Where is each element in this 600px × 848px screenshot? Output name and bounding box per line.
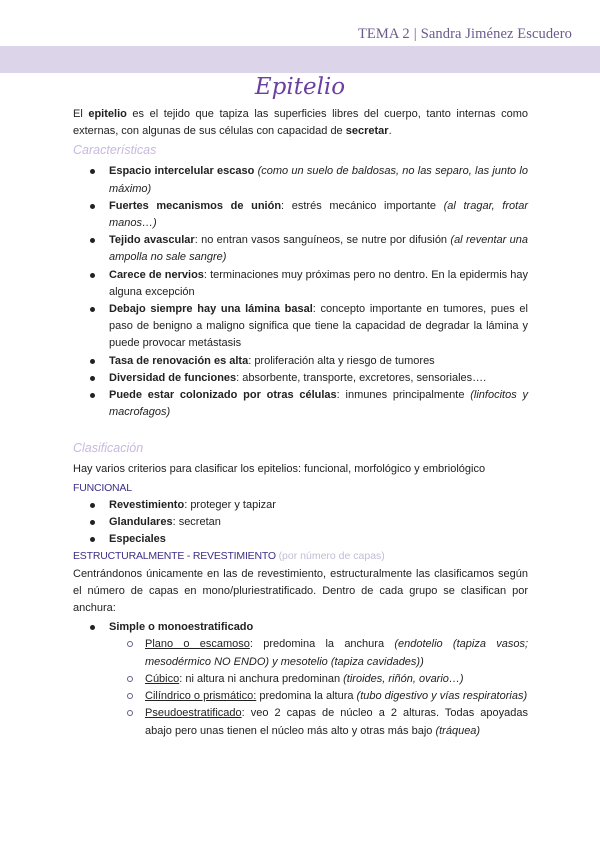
- item-term: Tasa de renovación es alta: [109, 354, 249, 367]
- subitem-example: (tubo digestivo y vías respiratorias): [356, 690, 528, 703]
- intro-text-2: es el tejido que tapiza las superficies libres del cuerpo, tanto internas como externas, con algunas de sus células con capacidad de: [73, 108, 528, 138]
- estructural-intro: Centrándonos únicamente en las de revestimiento, estructuralmente las clasificamos según el número de capas en mono/pluriestratificado. Dentro de cada grupo se clasifican por anchura:: [73, 567, 528, 615]
- list-item: [73, 353, 528, 370]
- subitem-example: (tiroides, riñón, ovario…): [343, 672, 464, 685]
- item-example: (al tragar, frotar manos…): [109, 199, 528, 230]
- list-item: [73, 531, 528, 548]
- item-text: : terminaciones muy próximas pero no dentro. En la epidermis hay alguna excepción: [109, 268, 528, 298]
- sub-list-item: [73, 688, 528, 705]
- item-term: Diversidad de funciones: [109, 371, 237, 384]
- subitem-text: predomina la altura: [256, 690, 357, 703]
- subitem-term: Plano o escamoso: [145, 638, 250, 651]
- estructural-heading-text: ESTRUCTURALMENTE - REVESTIMIENTO: [73, 550, 276, 563]
- intro-text-3: .: [388, 125, 392, 138]
- list-item: [73, 370, 528, 387]
- list-item: [73, 267, 528, 301]
- heading-estructural: [73, 548, 528, 565]
- sub-list-item: [73, 671, 528, 688]
- list-item: [73, 514, 528, 531]
- item-text: : absorbente, transporte, excretores, sensoriales….: [236, 371, 487, 384]
- sub-list-item: [73, 636, 528, 670]
- heading-caracteristicas: Características: [73, 143, 157, 158]
- intro-bold-secretar: secretar: [345, 125, 389, 138]
- subitem-term: Cúbico: [145, 672, 180, 685]
- item-text: : concepto importante en tumores, pues el paso de benigno a maligno significa que tiene la capacidad de degradar la lámina y puede provocar metástasis: [109, 303, 528, 350]
- subitem-text: : veo 2 capas de núcleo a 2 alturas. Todas apoyadas abajo pero unas tienen el núcleo más alto y otras más bajo: [145, 707, 528, 737]
- item-term: Espacio intercelular escaso: [109, 165, 255, 178]
- header-author: Sandra Jiménez Escudero: [420, 26, 572, 42]
- subitem-text: : ni altura ni anchura predominan: [179, 672, 344, 685]
- item-term: Revestimiento: [109, 498, 185, 511]
- document-body: [73, 106, 528, 740]
- item-text: : proteger y tapizar: [184, 498, 276, 511]
- item-example: (linfocitos y macrofagos): [109, 389, 529, 419]
- item-term: Carece de nervios: [109, 268, 204, 281]
- estructural-subnote: (por número de capas): [278, 550, 385, 563]
- funcional-list: [73, 497, 528, 549]
- item-example: (al reventar una ampolla no sale sangre): [109, 234, 529, 264]
- item-term: Tejido avascular: [109, 234, 195, 247]
- page-title: Epitelio: [254, 74, 346, 100]
- heading-funcional: FUNCIONAL: [73, 481, 132, 494]
- subitem-example: (tráquea): [435, 724, 481, 737]
- list-item: [73, 387, 528, 421]
- item-term: Fuertes mecanismos de unión: [109, 199, 282, 212]
- list-item: [73, 232, 528, 266]
- item-term: Puede estar colonizado por otras células: [109, 389, 337, 402]
- subitem-example: (endotelio (tapiza vasos; mesodérmico NO ENDO) y mesotelio (tapiza cavidades)): [145, 638, 528, 668]
- item-text: : no entran vasos sanguíneos, se nutre por difusión: [194, 234, 451, 247]
- clasificacion-intro: Hay varios criterios para clasificar los epitelios: funcional, morfológico y embriológico: [73, 463, 486, 476]
- header-topic: TEMA 2: [357, 26, 410, 42]
- intro-paragraph: [73, 106, 528, 140]
- subitem-term: Pseudoestratificado: [145, 707, 242, 720]
- item-term: Glandulares: [109, 516, 173, 529]
- item-term: Simple o monoestratificado: [109, 621, 254, 634]
- intro-text-1: El: [73, 108, 89, 120]
- item-text: : secretan: [172, 516, 221, 529]
- item-text: : proliferación alta y riesgo de tumores: [248, 354, 435, 367]
- sub-list-item: [73, 705, 528, 739]
- list-item: [73, 163, 528, 197]
- header-separator: |: [413, 26, 417, 42]
- list-item: [73, 301, 528, 353]
- running-header: [358, 26, 572, 43]
- estructural-sublist: [73, 636, 528, 739]
- list-item: [73, 619, 528, 739]
- list-item: [73, 198, 528, 232]
- estructural-list: [73, 619, 528, 739]
- subitem-text: : predomina la anchura: [249, 638, 395, 651]
- subitem-term: Cilíndrico o prismático:: [145, 690, 257, 703]
- item-text: : estrés mecánico importante: [281, 199, 444, 212]
- intro-bold-epitelio: epitelio: [88, 108, 127, 120]
- item-text: : inmunes principalmente: [336, 389, 471, 402]
- item-term: Especiales: [109, 533, 166, 546]
- item-term: Debajo siempre hay una lámina basal: [109, 303, 313, 316]
- header-band: [0, 46, 600, 73]
- heading-clasificacion: Clasificación: [73, 441, 144, 456]
- caracteristicas-list: [73, 163, 528, 421]
- item-example: (como un suelo de baldosas, no las separo, las junto lo máximo): [109, 165, 528, 195]
- list-item: [73, 497, 528, 514]
